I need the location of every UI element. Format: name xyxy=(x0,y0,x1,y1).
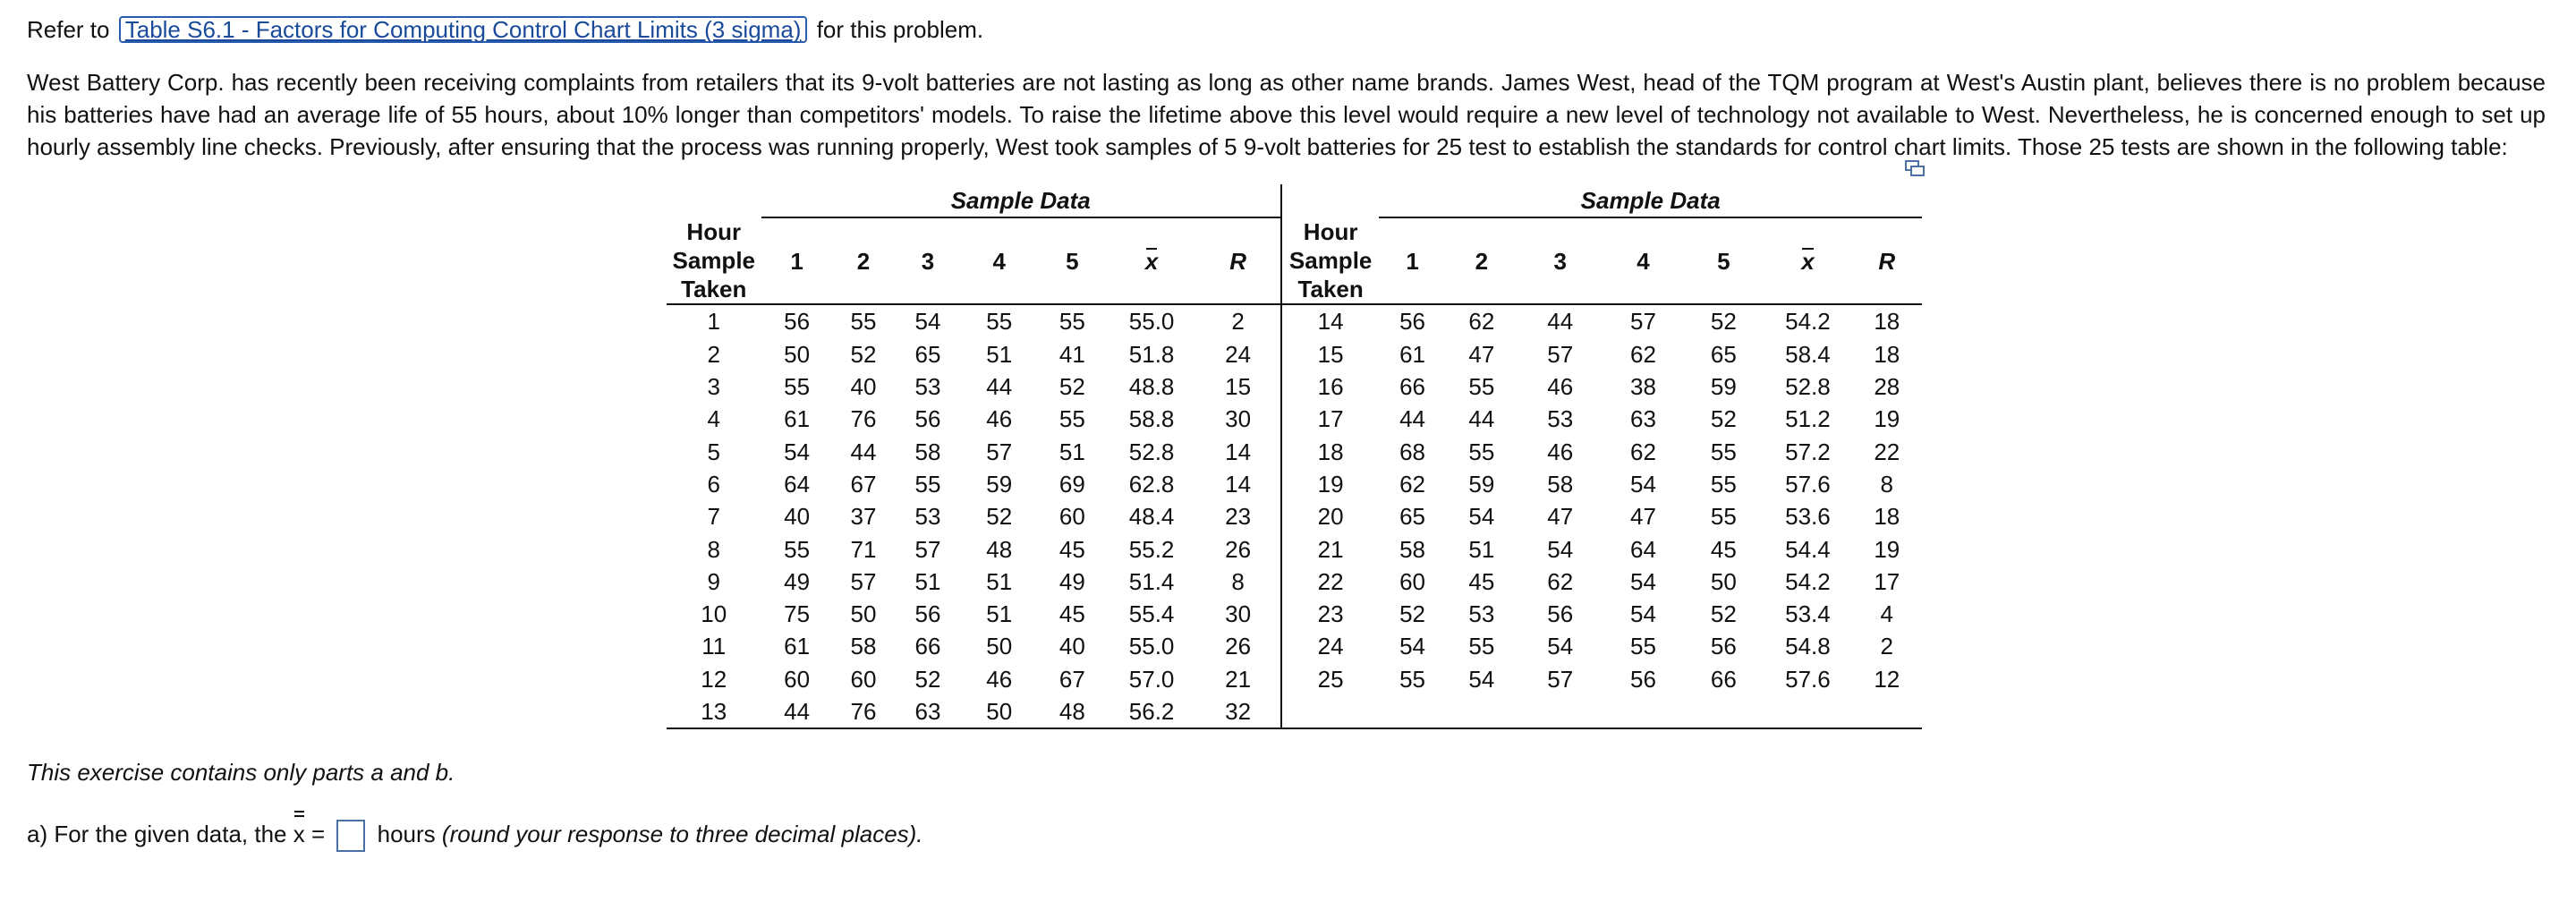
table-cell: 50 xyxy=(784,340,811,368)
table-cell: 48.4 xyxy=(1128,503,1175,531)
hour-header-left: Hour Sample Taken xyxy=(667,217,761,304)
table-cell xyxy=(1603,695,1684,728)
table-cell: 45 xyxy=(1058,535,1085,563)
table-cell: 66 xyxy=(1710,665,1737,693)
table-cell: 55 xyxy=(784,535,811,563)
table-cell: 55.0 xyxy=(1128,633,1175,660)
table-cell: 4 xyxy=(707,405,720,433)
table-cell: 57.6 xyxy=(1785,470,1831,498)
table-cell: 51 xyxy=(914,567,941,595)
table-cell: 55 xyxy=(1710,438,1737,465)
table-row xyxy=(667,630,1922,662)
table-cell: 55.0 xyxy=(1128,308,1175,336)
table-cell: 14 xyxy=(1317,308,1344,336)
table-cell: 55 xyxy=(1710,503,1737,531)
table-cell: 54 xyxy=(1399,633,1426,660)
table-cell: 76 xyxy=(833,695,895,728)
table-cell: 44 xyxy=(761,695,833,728)
table-cell: 20 xyxy=(1317,503,1344,531)
table-cell: 52.8 xyxy=(1785,373,1831,401)
table-cell: 55 xyxy=(986,308,1013,336)
x-double-bar-answer-input[interactable] xyxy=(336,820,365,852)
table-cell: 10 xyxy=(701,600,727,628)
table-row xyxy=(667,435,1922,467)
table-cell: 60 xyxy=(850,665,877,693)
table-cell: 48.8 xyxy=(1128,373,1175,401)
table-cell: 14 xyxy=(1195,435,1281,467)
table-cell: 54 xyxy=(1547,633,1574,660)
table-cell: 71 xyxy=(850,535,877,563)
table-cell: 46 xyxy=(986,405,1013,433)
table-cell: 55 xyxy=(914,470,941,498)
table-cell: 61 xyxy=(784,633,811,660)
copy-table-icon[interactable] xyxy=(1904,159,1926,177)
table-cell: 66 xyxy=(914,633,941,660)
table-cell: 53 xyxy=(1547,405,1574,433)
table-cell: 44 xyxy=(986,373,1013,401)
table-cell: 19 xyxy=(1874,405,1900,433)
table-cell: 2 xyxy=(707,340,720,368)
table-cell: 57 xyxy=(986,438,1013,465)
table-cell xyxy=(1518,695,1603,728)
table-body xyxy=(667,304,1922,728)
table-cell: 38 xyxy=(1630,373,1656,401)
table-cell: 47 xyxy=(1547,503,1574,531)
table-cell: 2 xyxy=(1880,633,1894,660)
col-header-4: 4 xyxy=(1603,217,1684,304)
col-header-xbar: x xyxy=(1108,217,1195,304)
table-cell: 45 xyxy=(1058,600,1085,628)
part-a-question xyxy=(27,816,923,852)
table-cell xyxy=(1446,695,1518,728)
group-header-row xyxy=(667,184,1922,217)
table-cell: 19 xyxy=(1317,470,1344,498)
table-cell: 53 xyxy=(914,373,941,401)
col-header-xbar: x xyxy=(1764,217,1851,304)
table-cell: 66 xyxy=(1399,373,1426,401)
table-cell: 62 xyxy=(1630,340,1656,368)
table-cell: 54.8 xyxy=(1785,633,1831,660)
table-cell: 26 xyxy=(1195,630,1281,662)
table-cell: 46 xyxy=(1547,438,1574,465)
table-cell: 55 xyxy=(1058,308,1085,336)
table-cell: 15 xyxy=(1195,370,1281,403)
table-cell: 22 xyxy=(1874,438,1900,465)
table-cell: 50 xyxy=(986,633,1013,660)
table-row xyxy=(667,532,1922,565)
table-cell: 52.8 xyxy=(1128,438,1175,465)
col-header-1: 1 xyxy=(1379,217,1445,304)
table-cell: 21 xyxy=(1195,663,1281,695)
intro-suffix: for this problem. xyxy=(816,16,984,43)
table-cell: 53 xyxy=(1468,600,1495,628)
table-cell: 40 xyxy=(784,503,811,531)
table-cell: 60 xyxy=(1399,567,1426,595)
table-cell: 54 xyxy=(1547,535,1574,563)
table-cell: 57 xyxy=(1547,340,1574,368)
table-cell: 54.4 xyxy=(1785,535,1831,563)
table-cell: 12 xyxy=(1874,665,1900,693)
table-cell: 55 xyxy=(1468,438,1495,465)
table-cell: 58.4 xyxy=(1785,340,1831,368)
table-cell: 62 xyxy=(1468,308,1495,336)
column-header-row xyxy=(667,217,1922,304)
table-cell: 62.8 xyxy=(1128,470,1175,498)
table-cell: 75 xyxy=(784,600,811,628)
table-cell: 68 xyxy=(1399,438,1426,465)
table-cell: 65 xyxy=(1399,503,1426,531)
table-cell: 6 xyxy=(707,470,720,498)
table-cell: 54 xyxy=(1630,470,1656,498)
table-cell: 52 xyxy=(986,503,1013,531)
table-cell: 1 xyxy=(707,308,720,336)
table-cell: 61 xyxy=(784,405,811,433)
table-cell: 56.2 xyxy=(1108,695,1195,728)
table-cell: 51.2 xyxy=(1785,405,1831,433)
sample-data-table xyxy=(667,184,1922,729)
table-cell: 37 xyxy=(850,503,877,531)
table-cell: 60 xyxy=(1058,503,1085,531)
table-cell: 40 xyxy=(1058,633,1085,660)
table-cell: 18 xyxy=(1874,503,1900,531)
table-cell: 21 xyxy=(1317,535,1344,563)
table-cell: 53.4 xyxy=(1785,600,1831,628)
table-cell: 11 xyxy=(701,633,727,660)
table-cell: 14 xyxy=(1195,468,1281,500)
table-cell: 26 xyxy=(1195,532,1281,565)
table-row xyxy=(667,500,1922,532)
group-header-left: Sample Data xyxy=(761,184,1281,217)
table-row xyxy=(667,338,1922,370)
table-cell: 63 xyxy=(1630,405,1656,433)
table-cell: 50 xyxy=(1710,567,1737,595)
table-cell: 41 xyxy=(1058,340,1085,368)
table-cell: 57 xyxy=(1547,665,1574,693)
table-cell: 62 xyxy=(1630,438,1656,465)
table-cell: 8 xyxy=(1195,566,1281,598)
table-cell: 28 xyxy=(1874,373,1900,401)
table-cell: 67 xyxy=(1058,665,1085,693)
table-cell: 25 xyxy=(1317,665,1344,693)
table-cell: 51.4 xyxy=(1128,567,1175,595)
col-header-2: 2 xyxy=(1446,217,1518,304)
table-cell: 30 xyxy=(1195,598,1281,630)
table-cell: 58 xyxy=(914,438,941,465)
table-cell: 8 xyxy=(707,535,720,563)
table-cell: 54 xyxy=(784,438,811,465)
table-cell: 54 xyxy=(1468,665,1495,693)
table-cell: 52 xyxy=(1058,373,1085,401)
table-cell xyxy=(1852,695,1922,728)
table-row xyxy=(667,663,1922,695)
table-cell xyxy=(1281,695,1379,728)
table-cell: 57 xyxy=(914,535,941,563)
table-cell: 53.6 xyxy=(1785,503,1831,531)
group-header-right: Sample Data xyxy=(1379,184,1922,217)
table-cell: 63 xyxy=(894,695,961,728)
table-cell: 47 xyxy=(1630,503,1656,531)
part-a-prefix: a) For the given data, the xyxy=(27,821,287,847)
hour-header-right: Hour Sample Taken xyxy=(1281,217,1379,304)
table-cell: 69 xyxy=(1058,470,1085,498)
table-cell: 51 xyxy=(986,340,1013,368)
table-cell: 56 xyxy=(1710,633,1737,660)
table-cell: 62 xyxy=(1399,470,1426,498)
table-cell: 56 xyxy=(914,600,941,628)
table-cell: 55 xyxy=(850,308,877,336)
table-cell: 44 xyxy=(1399,405,1426,433)
col-header-3: 3 xyxy=(894,217,961,304)
table-cell: 5 xyxy=(707,438,720,465)
table-cell: 40 xyxy=(850,373,877,401)
table-cell: 52 xyxy=(1710,405,1737,433)
table-cell: 8 xyxy=(1880,470,1894,498)
table-cell: 67 xyxy=(850,470,877,498)
table-cell: 56 xyxy=(914,405,941,433)
table-cell: 3 xyxy=(707,373,720,401)
table-cell xyxy=(1683,695,1764,728)
table-cell: 51 xyxy=(986,600,1013,628)
table-cell: 58 xyxy=(850,633,877,660)
table-row xyxy=(667,370,1922,403)
unit-label: hours xyxy=(377,821,436,847)
table-cell: 57.6 xyxy=(1785,665,1831,693)
table-cell: 55 xyxy=(784,373,811,401)
table-cell: 60 xyxy=(784,665,811,693)
table-row xyxy=(667,468,1922,500)
table-cell: 52 xyxy=(1710,308,1737,336)
table-cell: 7 xyxy=(707,503,720,531)
table-cell: 46 xyxy=(1547,373,1574,401)
table-cell: 55 xyxy=(1058,405,1085,433)
table-cell: 55.4 xyxy=(1128,600,1175,628)
table-cell: 48 xyxy=(1037,695,1108,728)
table-cell: 59 xyxy=(1468,470,1495,498)
table-cell: 48 xyxy=(986,535,1013,563)
table-cell: 23 xyxy=(1317,600,1344,628)
table-cell: 51 xyxy=(1468,535,1495,563)
table-cell: 54.2 xyxy=(1785,567,1831,595)
table-cell: 56 xyxy=(1547,600,1574,628)
table-cell: 51 xyxy=(986,567,1013,595)
table-cell: 50 xyxy=(850,600,877,628)
table-cell: 57.0 xyxy=(1128,665,1175,693)
table-cell: 47 xyxy=(1468,340,1495,368)
table-cell: 18 xyxy=(1317,438,1344,465)
table-cell: 58 xyxy=(1547,470,1574,498)
col-header-5: 5 xyxy=(1683,217,1764,304)
table-cell: 54 xyxy=(914,308,941,336)
x-double-bar-symbol: x xyxy=(293,816,305,852)
table-cell: 65 xyxy=(1710,340,1737,368)
col-header-r: R xyxy=(1195,217,1281,304)
table-cell: 65 xyxy=(914,340,941,368)
table-cell: 57 xyxy=(1630,308,1656,336)
table-row xyxy=(667,566,1922,598)
table-cell: 54.2 xyxy=(1785,308,1831,336)
table-cell: 12 xyxy=(701,665,727,693)
table-cell: 24 xyxy=(1317,633,1344,660)
equals-sign: = xyxy=(310,821,326,847)
table-cell: 59 xyxy=(986,470,1013,498)
col-header-4: 4 xyxy=(962,217,1037,304)
table-cell: 45 xyxy=(1468,567,1495,595)
table-cell: 55 xyxy=(1399,665,1426,693)
table-cell: 55 xyxy=(1468,373,1495,401)
problem-paragraph: West Battery Corp. has recently been receiving complaints from retailers that its 9-volt batteries are not lasting as long as other name brands. James West, head of the TQM program at West's Austin plant, believes there is no problem because his batteries have had an average life of 55 hours, about 10% longer than competitors' models. To raise the lifetime above this level would require a new level of technology not available to West. Nevertheless, he is concerned enough to set up hourly assembly line checks. Previously, after ensuring that the process was running properly, West took samples of 5 9-volt batteries for 25 test to establish the standards for control chart limits. Those 25 tests are shown in the following table: xyxy=(27,69,2546,160)
table-cell: 49 xyxy=(784,567,811,595)
table-cell: 4 xyxy=(1880,600,1894,628)
table-cell: 9 xyxy=(707,567,720,595)
table-cell: 54 xyxy=(1468,503,1495,531)
table-cell: 58.8 xyxy=(1128,405,1175,433)
col-header-3: 3 xyxy=(1518,217,1603,304)
table-cell: 57.2 xyxy=(1785,438,1831,465)
table-cell: 16 xyxy=(1317,373,1344,401)
table-row xyxy=(667,695,1922,728)
table-row xyxy=(667,598,1922,630)
table-cell: 15 xyxy=(1317,340,1344,368)
table-cell: 51.8 xyxy=(1128,340,1175,368)
table-cell: 52 xyxy=(914,665,941,693)
table-cell: 2 xyxy=(1195,304,1281,337)
intro-prefix: Refer to xyxy=(27,16,110,43)
col-header-r: R xyxy=(1852,217,1922,304)
table-cell: 53 xyxy=(914,503,941,531)
table-cell: 54 xyxy=(1630,567,1656,595)
table-row xyxy=(667,304,1922,337)
table-cell: 52 xyxy=(1710,600,1737,628)
table-cell: 56 xyxy=(1399,308,1426,336)
table-cell: 46 xyxy=(986,665,1013,693)
table-cell: 18 xyxy=(1874,308,1900,336)
table-cell: 76 xyxy=(850,405,877,433)
table-cell: 64 xyxy=(784,470,811,498)
table-cell: 55 xyxy=(1468,633,1495,660)
table-cell: 62 xyxy=(1547,567,1574,595)
table-cell: 18 xyxy=(1874,340,1900,368)
table-cell: 24 xyxy=(1195,338,1281,370)
table-cell: 19 xyxy=(1874,535,1900,563)
table-cell: 54 xyxy=(1630,600,1656,628)
table-cell: 55 xyxy=(1710,470,1737,498)
exercise-note: This exercise contains only parts a and b. xyxy=(27,759,455,786)
table-cell: 52 xyxy=(850,340,877,368)
table-cell: 51 xyxy=(1058,438,1085,465)
col-header-2: 2 xyxy=(833,217,895,304)
table-cell: 23 xyxy=(1195,500,1281,532)
table-cell: 44 xyxy=(1547,308,1574,336)
table-cell: 50 xyxy=(962,695,1037,728)
table-cell: 45 xyxy=(1710,535,1737,563)
table-cell: 17 xyxy=(1317,405,1344,433)
table-cell: 61 xyxy=(1399,340,1426,368)
table-s6-1-link[interactable]: Table S6.1 - Factors for Computing Control Chart Limits (3 sigma) xyxy=(119,16,808,43)
table-cell: 56 xyxy=(784,308,811,336)
intro-line xyxy=(27,14,983,45)
table-cell: 13 xyxy=(667,695,761,728)
table-cell: 56 xyxy=(1630,665,1656,693)
table-cell: 58 xyxy=(1399,535,1426,563)
table-cell: 57 xyxy=(850,567,877,595)
table-cell: 44 xyxy=(1468,405,1495,433)
table-cell: 22 xyxy=(1317,567,1344,595)
rounding-instruction: (round your response to three decimal places). xyxy=(441,821,923,847)
table-cell xyxy=(1764,695,1851,728)
table-cell: 17 xyxy=(1874,567,1900,595)
table-cell: 49 xyxy=(1058,567,1085,595)
table-cell: 30 xyxy=(1195,403,1281,435)
table-row xyxy=(667,403,1922,435)
table-cell xyxy=(1379,695,1445,728)
table-cell: 55.2 xyxy=(1128,535,1175,563)
table-cell: 32 xyxy=(1195,695,1281,728)
col-header-5: 5 xyxy=(1037,217,1108,304)
table-cell: 52 xyxy=(1399,600,1426,628)
table-cell: 59 xyxy=(1710,373,1737,401)
table-cell: 64 xyxy=(1630,535,1656,563)
table-cell: 44 xyxy=(850,438,877,465)
col-header-1: 1 xyxy=(761,217,833,304)
table-cell: 55 xyxy=(1630,633,1656,660)
